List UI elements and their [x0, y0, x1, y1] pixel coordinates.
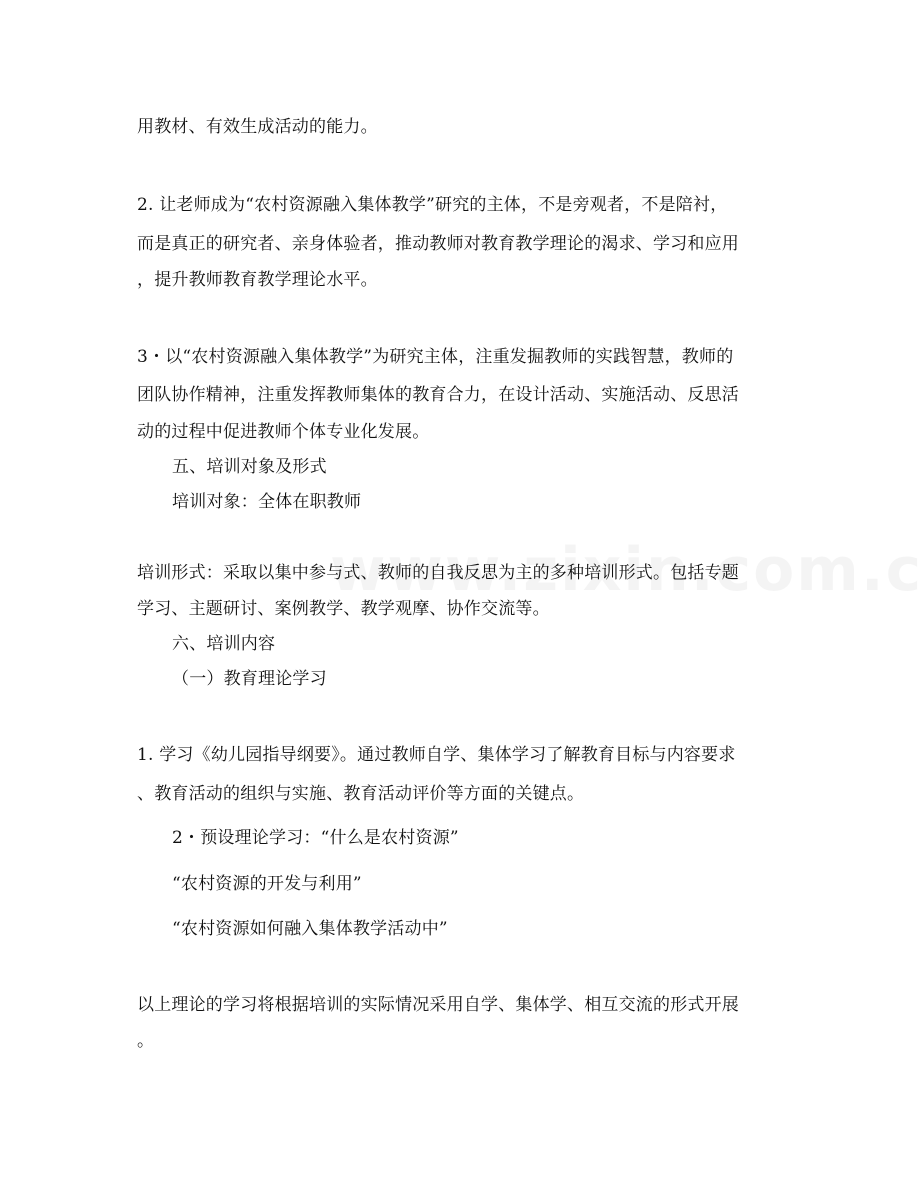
text-line: 2. 让老师成为“农村资源融入集体教学”研究的主体，不是旁观者，不是陪衬，: [137, 195, 728, 215]
text-line: 2・预设理论学习：“什么是农村资源”: [172, 828, 459, 848]
text-line: “农村资源的开发与利用”: [172, 874, 362, 894]
section-heading: 五、培训对象及形式: [172, 457, 327, 477]
text-line: 学习、主题研讨、案例教学、教学观摩、协作交流等。: [137, 599, 550, 619]
text-line: 以上理论的学习将根据培训的实际情况采用自学、集体学、相互交流的形式开展: [137, 995, 739, 1015]
text-line: ，提升教师教育教学理论水平。: [137, 270, 378, 290]
text-line: 。: [137, 1031, 155, 1051]
text-line: 、教育活动的组织与实施、教育活动评价等方面的关键点。: [137, 784, 585, 804]
text-line: 3・以“农村资源融入集体教学”为研究主体，注重发掘教师的实践智慧，教师的: [137, 347, 734, 367]
text-line: 团队协作精神，注重发挥教师集体的教育合力，在设计活动、实施活动、反思活: [137, 385, 739, 405]
text-line: 培训对象：全体在职教师: [172, 492, 362, 512]
text-line: “农村资源如何融入集体教学活动中”: [172, 919, 448, 939]
text-line: 而是真正的研究者、亲身体验者，推动教师对教育教学理论的渴求、学习和应用: [137, 234, 739, 254]
subsection-heading: （一）教育理论学习: [172, 669, 327, 689]
section-heading: 六、培训内容: [172, 634, 276, 654]
text-line: 1. 学习《幼儿园指导纲要》。通过教师自学、集体学习了解教育目标与内容要求: [137, 745, 736, 765]
text-line: 动的过程中促进教师个体专业化发展。: [137, 422, 430, 442]
text-line: 培训形式：采取以集中参与式、教师的自我反思为主的多种培训形式。包括专题: [137, 563, 739, 583]
text-line: 用教材、有效生成活动的能力。: [137, 117, 378, 137]
